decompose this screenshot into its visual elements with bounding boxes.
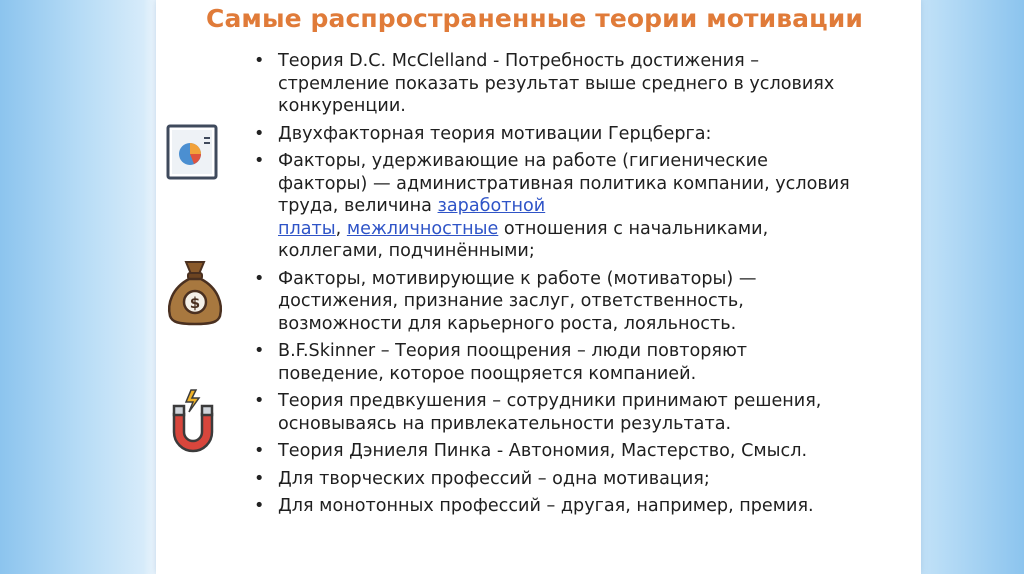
link-mezhlichnostnye[interactable]: межличностные [346,218,499,239]
list-item-line: • Теория D.C. McClelland - Потребность достижения – [278,51,760,71]
list-item-text: отношения с начальниками, [498,218,769,239]
pie-chart-report-icon [166,124,218,180]
list-item-line: • Факторы, мотивирующие к работе (мотиваторы) — [278,268,757,289]
list-item [254,468,921,491]
link-platy[interactable]: платы [278,218,336,239]
list-item-line: • Для монотонных профессий – другая, например, премия. [278,496,814,516]
magnet-icon [166,388,220,458]
money-bag-icon [164,258,226,326]
list-item-line: стремление показать результат выше среднего в условиях [278,73,835,94]
list-item-line: • Теория предвкушения – сотрудники принимают решения, [278,391,822,411]
list-item [254,268,921,336]
list-item-line [278,218,921,241]
list-item-line [278,195,921,218]
list-item-text: , [335,218,347,239]
theories-list [254,50,921,523]
list-item-line: коллегами, подчинёнными; [278,241,535,261]
list-item-line: • Факторы, удерживающие на работе (гигиенические [278,151,768,171]
list-item [254,150,921,263]
list-item [254,340,921,385]
slide [156,0,921,574]
link-zarabotnoy[interactable]: заработной [437,196,546,216]
list-item [254,123,921,146]
list-item-line: • B.F.Skinner – Теория поощрения – люди повторяют [278,341,748,361]
list-item-line: основываясь на привлекательности результата. [278,413,732,434]
list-item-line: факторы) — административная политика компании, условия [278,173,850,194]
list-item [254,390,921,435]
svg-text:$: $ [189,294,201,312]
list-item-line: достижения, признание заслуг, ответственность, [278,291,744,311]
list-item-line: возможности для карьерного роста, лояльность. [278,313,737,334]
list-item [254,495,921,518]
slide-title: Самые распространенные теории мотивации [206,4,863,33]
list-item-text: труда, величина [278,196,438,216]
list-item-line: конкуренции. [278,96,406,116]
list-item-line: • Для творческих профессий – одна мотивация; [278,468,710,489]
list-item [254,440,921,463]
list-item-line: • Теория Дэниеля Пинка - Автономия, Мастерство, Смысл. [278,441,808,461]
list-item-line: поведение, которое поощряется компанией. [278,363,697,384]
list-item-line: • Двухфакторная теория мотивации Герцберга: [278,123,712,144]
list-item [254,50,921,118]
